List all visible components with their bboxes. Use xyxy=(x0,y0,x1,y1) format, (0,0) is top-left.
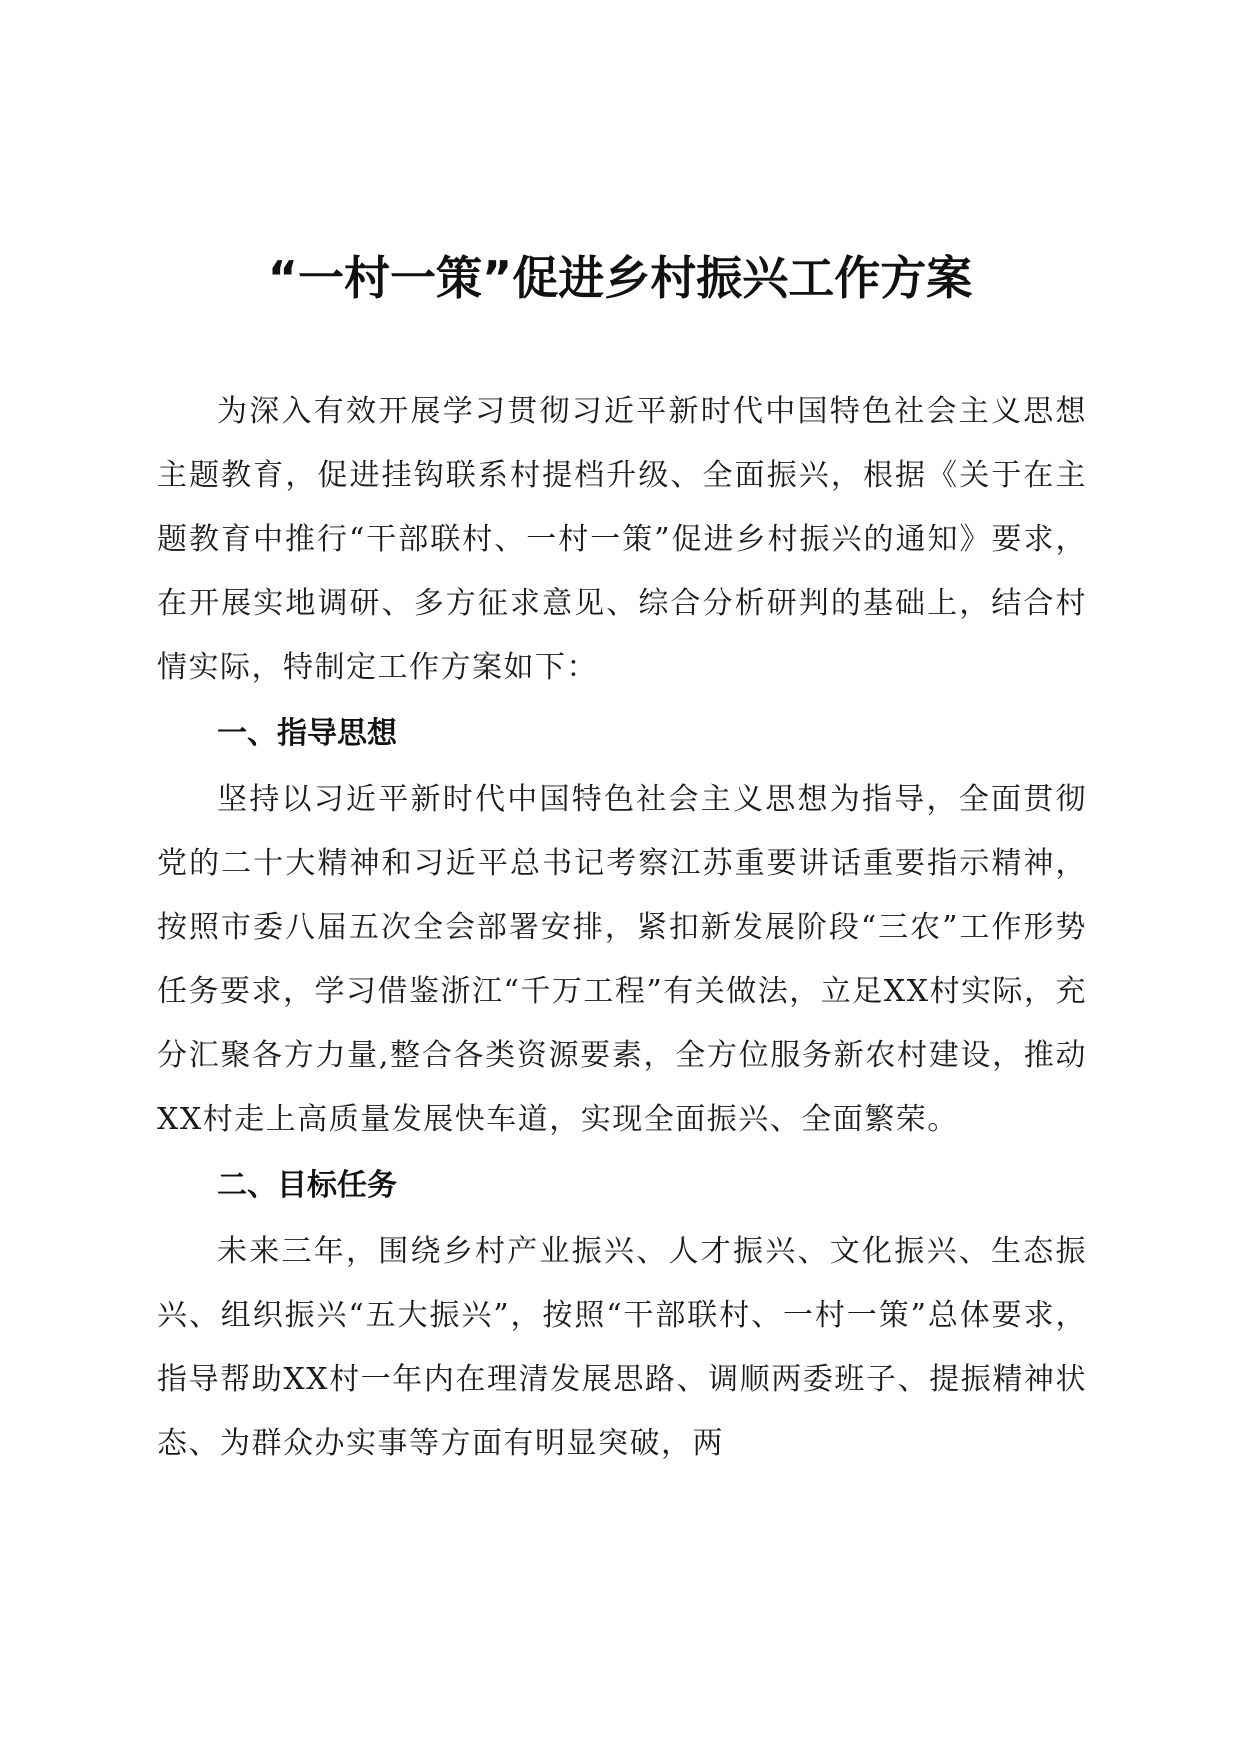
section-heading-goals-tasks: 二、目标任务 xyxy=(217,1168,397,1203)
intro-paragraph: 为深入有效开展学习贯彻习近平新时代中国特色社会主义思想主题教育，促进挂钩联系村提档升级、全面振兴，根据《关于在主题教育中推行“干部联村、一村一策”促进乡村振兴的通知》要求，在开展实地调研、多方征求意见、综合分析研判的基础上，结合村情实际，特制定工作方案如下： xyxy=(157,394,1087,685)
goals-tasks-paragraph: 未来三年，围绕乡村产业振兴、人才振兴、文化振兴、生态振兴、组织振兴“五大振兴”，按照“干部联村、一村一策”总体要求，指导帮助XX村一年内在理清发展思路、调顺两委班子、提振精神状态、为群众办实事等方面有明显突破，两 xyxy=(157,1234,1087,1461)
document-title: “一村一策”促进乡村振兴工作方案 xyxy=(267,251,973,305)
guiding-ideology-paragraph: 坚持以习近平新时代中国特色社会主义思想为指导，全面贯彻党的二十大精神和习近平总书记考察江苏重要讲话重要指示精神，按照市委八届五次全会部署安排，紧扣新发展阶段“三农”工作形势任务要求，学习借鉴浙江“千万工程”有关做法，立足XX村实际，充分汇聚各方力量,整合各类资源要素，全方位服务新农村建设，推动XX村走上高质量发展快车道，实现全面振兴、全面繁荣。 xyxy=(157,782,1087,1137)
document-body xyxy=(157,380,1087,1476)
section-heading-guiding-ideology: 一、指导思想 xyxy=(217,716,397,751)
